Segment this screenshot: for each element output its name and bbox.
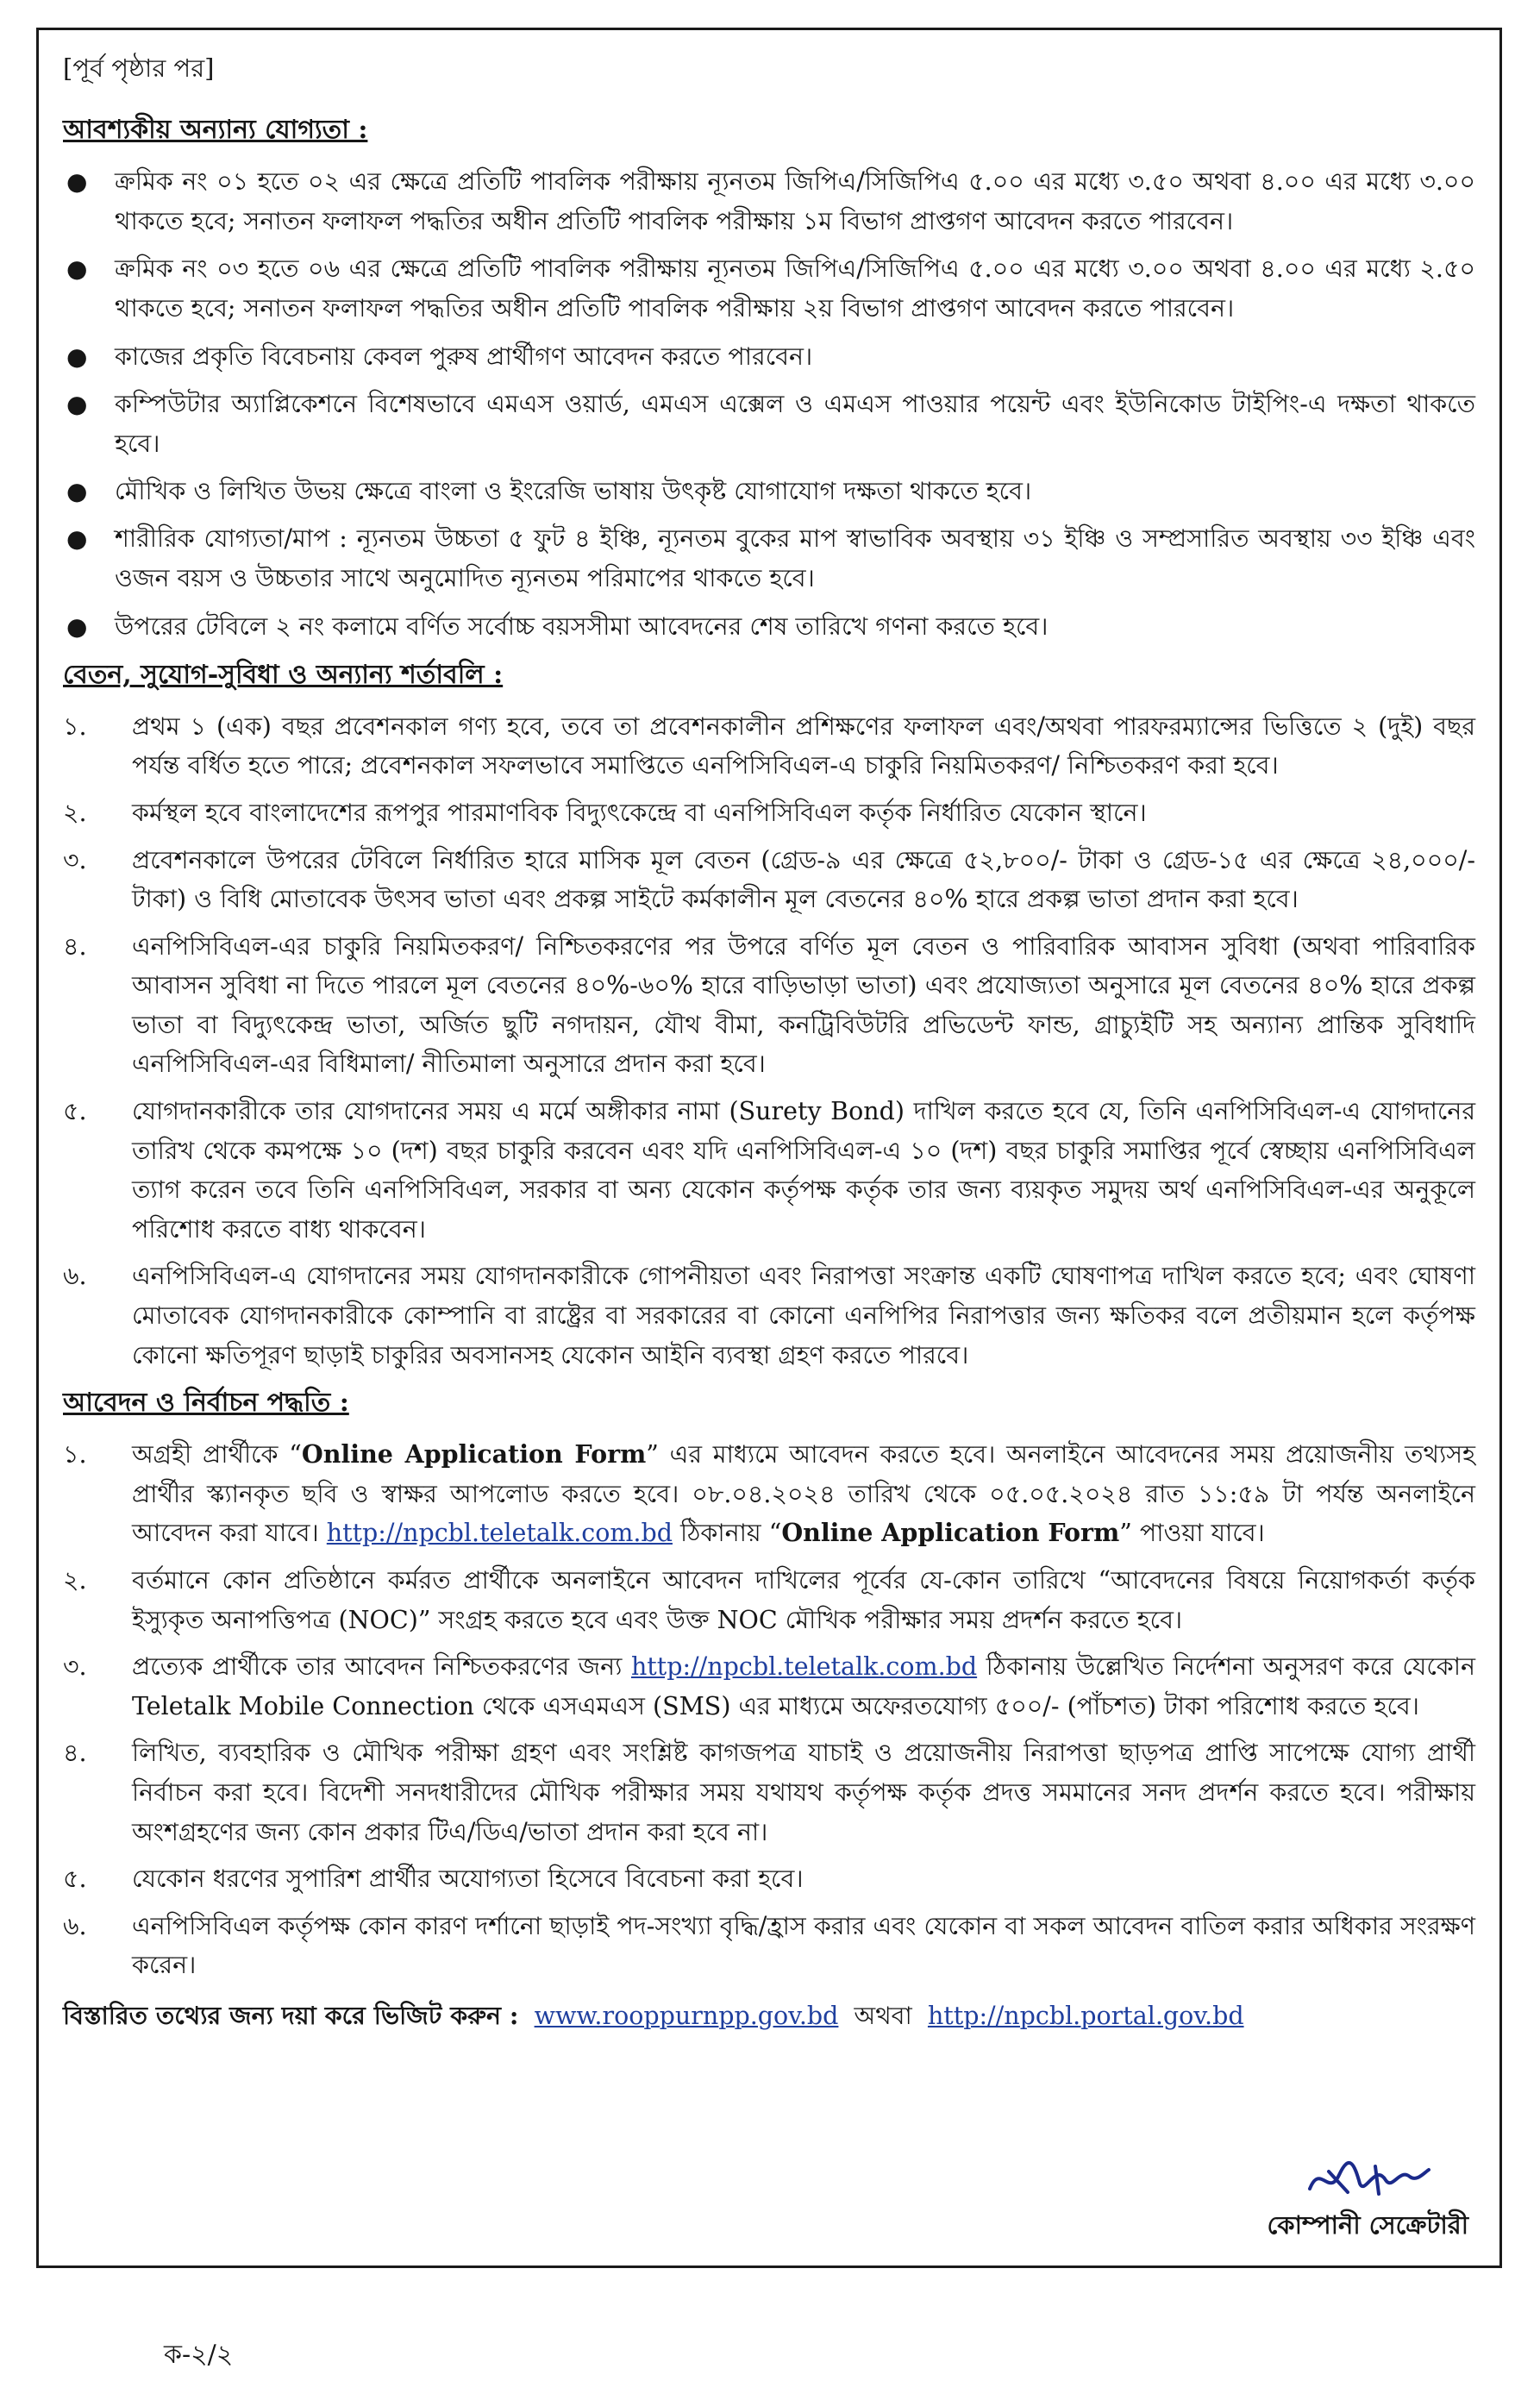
salary-heading: বেতন, সুযোগ-সুবিধা ও অন্যান্য শর্তাবলি : [63, 659, 504, 690]
bullet-icon: ● [66, 477, 88, 506]
visit-label: বিস্তারিত তথ্যের জন্য দয়া করে ভিজিট করুন : [63, 2000, 519, 2030]
qualifications-list [63, 162, 1475, 647]
application-heading: আবেদন ও নির্বাচন পদ্ধতি : [63, 1388, 349, 1419]
visit-line [63, 1997, 1475, 2035]
list-item: ● কাজের প্রকৃতি বিবেচনায় কেবল পুরুষ প্রার্থীগণ আবেদন করতে পারবেন। [63, 337, 1475, 377]
list-item: ৩. প্রত্যেক প্রার্থীকে তার আবেদন নিশ্চিতকরণের জন্য http://npcbl.teletalk.com.bd ঠিকানায় উল্লেখিত নির্দেশনা অনুসরণ করে যেকোন Teletalk Mobile Connection থেকে এসএমএস (SMS) এর মাধ্যমে অফেরতযোগ্য ৫০০/- (পাঁচশত) টাকা পরিশোধ করতে হবে। [63, 1652, 1475, 1720]
bullet-icon: ● [66, 342, 88, 371]
list-item: ● কম্পিউটার অ্যাপ্লিকেশনে বিশেষভাবে এমএস ওয়ার্ড, এমএস এক্সেল ও এমএস পাওয়ার পয়েন্ট এবং ইউনিকোড টাইপিং-এ দক্ষতা থাকতে হবে। [63, 385, 1475, 464]
form-name: Online Application Form [781, 1518, 1120, 1548]
bullet-icon: ● [66, 611, 88, 641]
list-item: ● ক্রমিক নং ০৩ হতে ০৬ এর ক্ষেত্রে প্রতিটি পাবলিক পরীক্ষায় ন্যূনতম জিপিএ/সিজিপিএ ৫.০০ এর মধ্যে ৩.০০ অথবা ৪.০০ এর মধ্যে ২.৫০ থাকতে হবে; সনাতন ফলাফল পদ্ধতির অধীন প্রতিটি পাবলিক পরীক্ষায় ২য় বিভাগ প্রাপ্তগণ আবেদন করতে পারবেন। [63, 249, 1475, 329]
list-item: ৪. লিখিত, ব্যবহারিক ও মৌখিক পরীক্ষা গ্রহণ এবং সংশ্লিষ্ট কাগজপত্র যাচাই ও প্রয়োজনীয় নিরাপত্তা ছাড়পত্র প্রাপ্তি সাপেক্ষে যোগ্য প্রার্থী নির্বাচন করা হবে। বিদেশী সনদধারীদের মৌখিক পরীক্ষার সময় যথাযথ কর্তৃপক্ষ কর্তৃক প্রদত্ত সমমানের সনদ প্রদর্শন করতে হবে। পরীক্ষায় অংশগ্রহণের জন্য কোন প্রকার টিএ/ডিএ/ভাতা প্রদান করা হবে না। [63, 1739, 1475, 1846]
signature-block [1268, 2154, 1468, 2248]
application-section [63, 1385, 1475, 1985]
list-item: ২. বর্তমানে কোন প্রতিষ্ঠানে কর্মরত প্রার্থীকে অনলাইনে আবেদন দাখিলের পূর্বের যে-কোন তারিখে “আবেদনের বিষয়ে নিয়োগকর্তা কর্তৃক ইস্যুকৃত অনাপত্তিপত্র (NOC)” সংগ্রহ করতে হবে এবং উক্ত NOC মৌখিক পরীক্ষার সময় প্রদর্শন করতে হবে। [63, 1566, 1475, 1634]
form-name: Online Application Form [301, 1439, 647, 1470]
list-item: ২. কর্মস্থল হবে বাংলাদেশের রূপপুর পারমাণবিক বিদ্যুৎকেন্দ্রে বা এনপিসিবিএল কর্তৃক নির্ধারিত যেকোন স্থানে। [63, 798, 1147, 827]
list-item: ১. প্রথম ১ (এক) বছর প্রবেশনকাল গণ্য হবে, তবে তা প্রবেশনকালীন প্রশিক্ষণের ফলাফল এবং/অথবা পারফরম্যান্সের ভিত্তিতে ২ (দুই) বছর পর্যন্ত বর্ধিত হতে পারে; প্রবেশনকাল সফলভাবে সমাপ্তিতে এনপিসিবিএল-এ চাকুরি নিয়মিতকরণ/ নিশ্চিতকরণ করা হবে। [63, 711, 1475, 780]
list-item: ৬. এনপিসিবিএল কর্তৃপক্ষ কোন কারণ দর্শানো ছাড়াই পদ-সংখ্যা বৃদ্ধি/হ্রাস করার এবং যেকোন বা সকল আবেদন বাতিল করার অধিকার সংরক্ষণ করেন। [63, 1911, 1475, 1980]
salary-section [63, 657, 1475, 1376]
list-item: ১. অগ্রহী প্রার্থীকে “Online Application Form” এর মাধ্যমে আবেদন করতে হবে। অনলাইনে আবেদনের সময় প্রয়োজনীয় তথ্যসহ প্রার্থীর স্ক্যানকৃত ছবি ও স্বাক্ষর আপলোড করতে হবে। ০৮.০৪.২০২৪ তারিখ থেকে ০৫.০৫.২০২৪ রাত ১১:৫৯ টা পর্যন্ত অনলাইনে আবেদন করা যাবে। http://npcbl.teletalk.com.bd ঠিকানায় “Online Application Form” পাওয়া যাবে। [63, 1439, 1476, 1548]
npcbl-portal-link[interactable]: http://npcbl.portal.gov.bd [927, 2001, 1244, 2030]
bullet-icon: ● [66, 389, 88, 418]
list-item: ৬. এনপিসিবিএল-এ যোগদানের সময় যোগদানকারীকে গোপনীয়তা এবং নিরাপত্তা সংক্রান্ত একটি ঘোষণাপত্র দাখিল করতে হবে; এবং ঘোষণা মোতাবেক যোগদানকারীকে কোম্পানি বা রাষ্ট্রের বা সরকারের বা কোনো এনপিপির নিরাপত্তার জন্য ক্ষতিকর বলে প্রতীয়মান হলে কর্তৃপক্ষ কোনো ক্ষতিপূরণ ছাড়াই চাকুরির অবসানসহ যেকোন আইনি ব্যবস্থা গ্রহণ করতে পারবে। [63, 1262, 1475, 1369]
qualifications-section [63, 112, 1475, 647]
bullet-icon: ● [66, 524, 88, 554]
teletalk-link[interactable]: http://npcbl.teletalk.com.bd [630, 1652, 978, 1682]
list-item: ● উপরের টেবিলে ২ নং কলামে বর্ণিত সর্বোচ্চ বয়সসীমা আবেদনের শেষ তারিখে গণনা করতে হবে। [63, 607, 1475, 647]
qualifications-heading: আবশ্যকীয় অন্যান্য যোগ্যতা : [63, 115, 368, 145]
application-list [63, 1435, 1475, 1985]
document-frame [36, 28, 1502, 2268]
or-label: অথবা [854, 2001, 912, 2030]
salary-list [63, 707, 1475, 1376]
teletalk-link[interactable]: http://npcbl.teletalk.com.bd [326, 1519, 673, 1548]
list-item: ● শারীরিক যোগ্যতা/মাপ : ন্যূনতম উচ্চতা ৫ ফুট ৪ ইঞ্চি, ন্যূনতম বুকের মাপ স্বাভাবিক অবস্থায় ৩১ ইঞ্চি ও সম্প্রসারিত অবস্থায় ৩৩ ইঞ্চি এবং ওজন বয়স ও উচ্চতার সাথে অনুমোদিত ন্যূনতম পরিমাপের থাকতে হবে। [63, 519, 1475, 598]
designation: কোম্পানী সেক্রেটারী [1267, 2210, 1468, 2240]
list-item: ৫. যেকোন ধরণের সুপারিশ প্রার্থীর অযোগ্যতা হিসেবে বিবেচনা করা হবে। [63, 1864, 804, 1894]
list-item: ● ক্রমিক নং ০১ হতে ০২ এর ক্ষেত্রে প্রতিটি পাবলিক পরীক্ষায় ন্যূনতম জিপিএ/সিজিপিএ ৫.০০ এর মধ্যে ৩.৫০ অথবা ৪.০০ এর মধ্যে ৩.০০ থাকতে হবে; সনাতন ফলাফল পদ্ধতির অধীন প্রতিটি পাবলিক পরীক্ষায় ১ম বিভাগ প্রাপ্তগণ আবেদন করতে পারবেন। [63, 162, 1475, 241]
signature-icon [1303, 2154, 1432, 2203]
rooppur-link[interactable]: www.rooppurnpp.gov.bd [534, 2001, 839, 2030]
list-item: ৫. যোগদানকারীকে তার যোগদানের সময় এ মর্মে অঙ্গীকার নামা (Surety Bond) দাখিল করতে হবে যে, তিনি এনপিসিবিএল-এ যোগদানের তারিখ থেকে কমপক্ষে ১০ (দশ) বছর চাকুরি করবেন এবং যদি এনপিসিবিএল-এ ১০ (দশ) বছর চাকুরি সমাপ্তির পূর্বে স্বেচ্ছায় এনপিসিবিএল ত্যাগ করেন তবে তিনি এনপিসিবিএল, সরকার বা অন্য যেকোন কর্তৃপক্ষ কর্তৃক তার জন্য ব্যয়কৃত সমুদয় অর্থ এনপিসিবিএল-এর অনুকূলে পরিশোধ করতে বাধ্য থাকবেন। [63, 1097, 1475, 1244]
continuation-label: [পূর্ব পৃষ্ঠার পর] [63, 53, 215, 83]
page-number: ক-২/২ [164, 2340, 234, 2370]
list-item: ● মৌখিক ও লিখিত উভয় ক্ষেত্রে বাংলা ও ইংরেজি ভাষায় উৎকৃষ্ট যোগাযোগ দক্ষতা থাকতে হবে। [63, 472, 1475, 511]
bullet-icon: ● [66, 167, 88, 196]
list-item: ৩. প্রবেশনকালে উপরের টেবিলে নির্ধারিত হারে মাসিক মূল বেতন (গ্রেড-৯ এর ক্ষেত্রে ৫২,৮০০/- টাকা ও গ্রেড-১৫ এর ক্ষেত্রে ২৪,০০০/- টাকা) ও বিধি মোতাবেক উৎসব ভাতা এবং প্রকল্প সাইটে কর্মকালীন মূল বেতনের ৪০% হারে প্রকল্প ভাতা প্রদান করা হবে। [63, 845, 1475, 914]
bullet-icon: ● [66, 254, 88, 284]
list-item: ৪. এনপিসিবিএল-এর চাকুরি নিয়মিতকরণ/ নিশ্চিতকরণের পর উপরে বর্ণিত মূল বেতন ও পারিবারিক আবাসন সুবিধা (অথবা পারিবারিক আবাসন সুবিধা না দিতে পারলে মূল বেতনের ৪০%-৬০% হারে বাড়িভাড়া ভাতা) এবং প্রযোজ্যতা অনুসারে মূল বেতনের ৪০% হারে প্রকল্প ভাতা বা বিদ্যুৎকেন্দ্র ভাতা, অর্জিত ছুটি নগদায়ন, যৌথ বীমা, কনট্রিবিউটরি প্রভিডেন্ট ফান্ড, গ্রাচ্যুইটি সহ অন্যান্য প্রান্তিক সুবিধাদি এনপিসিবিএল-এর বিধিমালা/ নীতিমালা অনুসারে প্রদান করা হবে। [63, 931, 1475, 1079]
